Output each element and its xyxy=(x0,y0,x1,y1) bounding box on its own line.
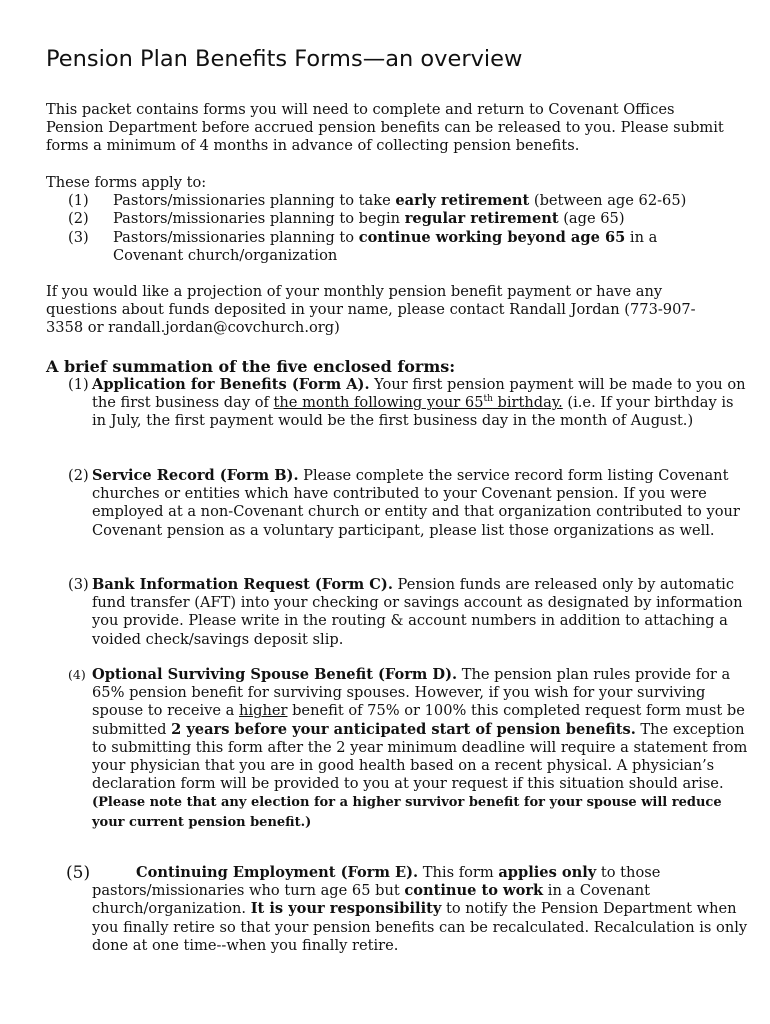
form-d-note: (Please note that any election for a higher survivor benefit for your spouse will reduce your current pension benefit.) xyxy=(92,795,722,830)
form-c-title: Bank Information Request (Form C). xyxy=(92,576,393,593)
ordinal-suffix: th xyxy=(483,394,493,405)
form-a-underline-part: the month following your 65 xyxy=(273,394,484,412)
form-e-emphasis: continue to work xyxy=(404,882,544,900)
applies-item xyxy=(46,192,726,210)
form-a-title: Application for Benefits (Form A). xyxy=(92,376,370,393)
applies-heading: These forms apply to: xyxy=(46,174,207,191)
form-d-text: The pension plan rules provide for a 65% pension benefit for surviving spouses. However, if you wish for your surviving spouse to receive a xyxy=(92,666,731,720)
applies-list xyxy=(46,192,726,265)
form-b-summary xyxy=(66,467,752,540)
form-e-emphasis: It is your responsibility xyxy=(250,900,442,918)
form-e-text: in a Covenant church/organization. xyxy=(92,882,651,918)
document-title: Pension Plan Benefits Forms—an overview xyxy=(46,46,523,72)
form-c-text: Pension funds are released only by automatic fund transfer (AFT) into your checking or savings account as designated by information you provide. Please write in the routing & account numbers in addition to attaching a voided check/savings deposit slip. xyxy=(92,576,743,648)
applies-item-text: (age 65) xyxy=(558,210,625,228)
form-d-emphasis: 2 years before your anticipated start of pension benefits. xyxy=(171,720,636,738)
form-e-text: to notify the Pension Department when you finally retire so that your pension benefits can be recalculated. Recalculation is only done at one time--when you finally retire. xyxy=(92,900,748,954)
form-a-text: Your first pension payment will be made to you on the first business day of xyxy=(92,376,746,412)
form-d-text: The exception to submitting this form after the 2 year minimum deadline will require a statement from your physician that you are in good health based on a recent physical. A physician’s declaration form will be provided to you at your request if this situation should arise. xyxy=(92,720,748,793)
intro-paragraph: This packet contains forms you will need to complete and return to Covenant Offices Pension Department before accrued pension benefits can be released to you. Please submit forms a minimum of 4 months in advance of collecting pension benefits. xyxy=(46,101,724,155)
form-e-text: to those pastors/missionaries who turn age 65 but xyxy=(92,864,661,900)
form-e-emphasis: applies only xyxy=(498,864,597,881)
applies-item-emphasis: regular retirement xyxy=(404,210,559,228)
applies-item-text: Pastors/missionaries planning to take xyxy=(113,192,396,210)
applies-item-text: in a Covenant church/organization xyxy=(113,228,658,264)
form-e-summary xyxy=(66,864,752,955)
form-d-text: benefit of 75% or 100% this completed request form must be submitted xyxy=(92,702,745,738)
applies-item-emphasis: continue working beyond age 65 xyxy=(358,228,626,246)
form-d-title: Optional Surviving Spouse Benefit (Form D). xyxy=(92,666,458,683)
form-e-lead xyxy=(92,864,418,881)
applies-item-number: (1) xyxy=(68,192,89,210)
form-d-underlined-text: higher xyxy=(239,702,288,720)
contact-paragraph: If you would like a projection of your monthly pension benefit payment or have any questions about funds deposited in your name, please contact Randall Jordan (773-907-3358 or randall.jordan@covchurch.org) xyxy=(46,283,696,337)
form-b-text: Please complete the service record form listing Covenant churches or entities which have contributed to your Covenant pension. If you were employed at a non-Covenant church or entity and that organization contributed to your Covenant pension as a voluntary participant, please list those organizations as well. xyxy=(92,467,740,539)
applies-item-number: (3) xyxy=(68,228,89,246)
form-a-underlined-text xyxy=(274,394,563,411)
form-item-number: (4) xyxy=(68,667,86,682)
form-item-number: (2) xyxy=(68,467,89,484)
form-b-title: Service Record (Form B). xyxy=(92,467,299,484)
applies-item-number: (2) xyxy=(68,210,89,228)
applies-item xyxy=(46,210,726,228)
summary-heading: A brief summation of the five enclosed forms: xyxy=(46,357,456,376)
form-e-title: Continuing Employment (Form E). xyxy=(136,864,419,881)
form-item-number: (1) xyxy=(68,376,89,393)
applies-item xyxy=(46,229,726,265)
applies-item-text: Pastors/missionaries planning to begin xyxy=(113,210,405,228)
form-item-number: (3) xyxy=(68,576,89,593)
applies-section xyxy=(46,174,726,265)
form-e-text: This form xyxy=(418,864,499,881)
form-a-summary xyxy=(66,376,752,431)
form-d-summary xyxy=(66,666,752,832)
form-a-underline-part: birthday. xyxy=(492,394,563,412)
form-a-text: (i.e. If your birthday is in July, the first payment would be the first business day in the month of August.) xyxy=(92,394,734,430)
form-c-summary xyxy=(66,576,752,649)
form-item-number: (5) xyxy=(66,863,91,883)
applies-item-text: Pastors/missionaries planning to xyxy=(113,228,359,246)
applies-item-emphasis: early retirement xyxy=(395,192,530,210)
applies-item-text: (between age 62-65) xyxy=(529,192,687,210)
